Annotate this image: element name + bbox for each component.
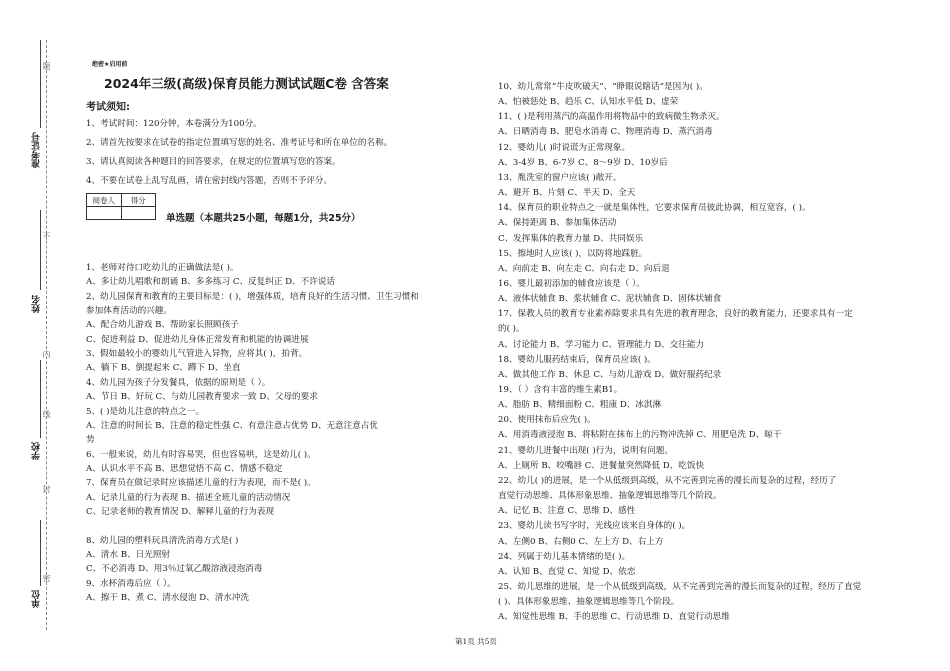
right-question-line: 22、幼儿( )的进展，是一个从低级到高级，从不完善到完善的漫长而复杂的过程，经历了 xyxy=(498,475,837,486)
right-question-line: C、发挥集体的教育力量 D、共同娱乐 xyxy=(498,233,644,244)
right-question-line: 23、婴幼儿读书写字时，光线应该来自身体的( )。 xyxy=(498,521,691,532)
grader-table xyxy=(86,193,156,220)
left-question-line: 1、老师对待口吃幼儿的正确做法是( )。 xyxy=(86,263,239,273)
label-unit: 单位 xyxy=(32,590,42,608)
notice-item: 1、考试时间：120分钟，本卷满分为100分。 xyxy=(86,119,262,129)
left-question-line: 3、假如最较小的婴幼儿气管进入异物，应将其( )，拍背。 xyxy=(86,349,308,360)
seal-mark: 密 xyxy=(42,574,51,582)
right-question-line: A、讨论能力 B、学习能力 C、管理能力 D、交往能力 xyxy=(498,339,705,350)
right-question-line: A、向前走 B、向左走 C、向右走 D、向后退 xyxy=(498,263,670,274)
left-question-line: 5、( )是幼儿注意的特点之一。 xyxy=(86,406,205,417)
label-school: 学校 xyxy=(32,442,42,460)
right-question-line: A、3-4岁 B、6-7岁 C、8～9岁 D、10岁后 xyxy=(498,157,668,168)
notice-heading: 考试须知: xyxy=(86,102,130,113)
right-question-line: 12、婴幼儿( )时说谎为正常现象。 xyxy=(498,142,631,153)
left-question-line: 参加体育活动的兴趣。 xyxy=(86,306,172,317)
right-question-line: 10、幼儿常常“牛皮吹破天”、“睁眼说瞎话”是因为( )。 xyxy=(498,82,708,92)
right-question-line: 21、婴幼儿进餐中出现( )行为，说明有问题。 xyxy=(498,445,674,456)
seal-mark: 题 xyxy=(42,62,51,70)
section-heading: 单选题（本题共25小题，每题1分，共25分） xyxy=(166,213,361,224)
right-question-line: 16、婴儿最初添加的辅食应该是（ ）。 xyxy=(498,278,645,289)
name-field[interactable] xyxy=(40,210,41,290)
seal-mark: 内 xyxy=(42,350,51,358)
seal-mark: 封 xyxy=(42,485,51,493)
right-question-line: A、认知 B、直觉 C、知觉 D、依恋 xyxy=(498,566,636,577)
right-question-line: A、怕被惩处 B、趋乐 C、认知水平低 D、虚荣 xyxy=(498,97,679,108)
right-question-line: A、用消毒液浸泡 B、将粘附在抹布上的污物冲洗掉 C、用肥皂洗 D、晾干 xyxy=(498,430,782,441)
page-number: 第1页 共5页 xyxy=(455,637,497,646)
notice-item: 3、请认真阅读各种题目的回答要求，在规定的位置填写您的答案。 xyxy=(86,157,341,167)
right-question-line: 25、幼儿思维的进展，是一个从低级到高级，从不完善到完善的漫长而复杂的过程，经历了直觉 xyxy=(498,581,862,592)
grader-input[interactable] xyxy=(87,207,122,220)
left-question-line: 2、幼儿园保育和教育的主要目标是：( )，增强体质，培育良好的生活习惯、卫生习惯和 xyxy=(86,291,419,302)
notice-item: 2、请首先按要求在试卷的指定位置填写您的姓名、准考证号和所在单位的名称。 xyxy=(86,138,393,148)
right-question-line: A、脂肪 B、精细面粉 C、粗康 D、冰淇淋 xyxy=(498,400,662,411)
right-question-line: 13、胤洗室的窗户应该( )敞开。 xyxy=(498,172,622,183)
right-question-line: A、做其他工作 B、休息 C、与幼儿游戏 D、做好服药纪录 xyxy=(498,369,722,380)
label-name: 姓名 xyxy=(32,295,42,313)
right-question-line: A、日晒消毒 B、肥皂水消毒 C、物理消毒 D、蒸汽消毒 xyxy=(498,127,713,138)
page-title: 2024年三级(高级)保育员能力测试试题C卷 含答案 xyxy=(104,76,389,91)
right-question-line: A、记忆 B、注意 C、思维 D、感性 xyxy=(498,506,636,517)
left-question-line: C、不必消毒 D、用3％过氧乙酸溶液浸泡消毒 xyxy=(86,564,263,575)
left-question-line: A、节日 B、好玩 C、与幼儿园教育要求一致 D、父母的要求 xyxy=(86,392,318,403)
right-question-line: 直觉行动思维、具体形象思维、抽象逻辑思维等几个阶段。 xyxy=(498,491,722,502)
grader-cell: 阅卷人 xyxy=(87,194,122,207)
right-question-line: A、液体状辅食 B、浆状辅食 C、泥状辅食 D、固体状辅食 xyxy=(498,294,722,305)
right-question-line: 15、擦地时人应该( )，以防将地踩脏。 xyxy=(498,248,648,259)
right-question-line: A、上厕所 B、咬嘴唇 C、进餐量突然降低 D、吃饭快 xyxy=(498,460,705,471)
right-question-line: A、避开 B、片刻 C、半天 D、全天 xyxy=(498,188,636,199)
left-question-line: C、促进利益 D、促进幼儿身体正常发育和机能的协调进展 xyxy=(86,334,309,345)
left-question-line: A、注意的时间长 B、注意的稳定性强 C、有意注意占优势 D、无意注意占优 xyxy=(86,420,378,431)
left-question-line: A、多让幼儿唱歌和朗诵 B、多多练习 C、反复纠正 D、不许说话 xyxy=(86,277,336,288)
left-question-line: A、擦干 B、煮 C、清水侵泡 D、清水冲洗 xyxy=(86,593,250,604)
left-question-line: 4、幼儿园为孩子分发餐具，依据的原则是（ ）。 xyxy=(86,377,271,388)
exam-number-field[interactable] xyxy=(40,40,41,128)
seal-mark: 不 xyxy=(42,232,51,240)
right-question-line: A、知觉性思维 B、手的思维 C、行动思维 D、直觉行动思维 xyxy=(498,612,730,623)
left-question-line: 势 xyxy=(86,435,95,446)
right-question-line: 18、婴幼儿服药结束后，保育员应该( )。 xyxy=(498,354,656,365)
right-question-line: 17、保教人员的教育专业素养除要求具有先进的教育理念，良好的教育能力，还要求具有一定 xyxy=(498,309,853,320)
right-question-line: 11、( )是利用蒸汽的高温作用将物品中的致病微生物杀灭。 xyxy=(498,112,725,123)
confidential-mark: 绝密★启用前 xyxy=(92,61,128,68)
left-question-line: 8、幼儿园的塑料玩具清洗消毒方式是( ) xyxy=(86,535,239,546)
school-field[interactable] xyxy=(40,360,41,438)
notice-item: 4、不要在试卷上乱写乱画，请在密封线内答题，否则不予评分。 xyxy=(86,176,333,186)
left-question-line: A、配合幼儿游戏 B、帮助家长照顾孩子 xyxy=(86,320,239,331)
left-question-line: A、记录儿童的行为表现 B、描述全班儿童的活动情况 xyxy=(86,492,291,503)
left-question-line: 9、水杯消毒后应（ ）。 xyxy=(86,578,176,589)
left-question-line: A、躺下 B、倒提起来 C、蹲下 D、坐直 xyxy=(86,363,241,374)
score-input[interactable] xyxy=(121,207,156,220)
seal-mark: 线 xyxy=(42,410,51,418)
seal-line xyxy=(46,40,47,630)
right-question-line: A、保持距离 B、参加集体活动 xyxy=(498,218,617,229)
score-cell: 得分 xyxy=(121,194,156,207)
right-question-line: A、左侧0 B、右侧0 C、左上方 D、右上方 xyxy=(498,536,664,547)
right-question-line: 20、使用抹布后应先( )。 xyxy=(498,415,596,426)
label-exam-number: 准考证号 xyxy=(32,132,42,168)
right-question-line: 的( )。 xyxy=(498,324,525,335)
left-question-line: 6、一般来说，幼儿有时容易哭，但也容易哄，这是幼儿( )。 xyxy=(86,449,316,460)
left-question-line: A、清水 B、日光照射 xyxy=(86,550,171,560)
left-question-line: 7、保育员在做记录时应该描述儿童的行为表现，而不是( )。 xyxy=(86,478,316,489)
left-question-line: C、记录老师的教育情况 D、解释儿童的行为表现 xyxy=(86,506,275,517)
right-question-line: 14、保育员的职业特点之一就是集体性，它要求保育员彼此协调，相互宽容，( )。 xyxy=(498,203,811,214)
left-question-line: A、认识水平不高 B、思想觉悟不高 C、情感不稳定 xyxy=(86,463,283,474)
right-question-line: ( )、具体形象思维、抽象逻辑思维等几个阶段。 xyxy=(498,597,680,608)
right-question-line: 19、（ ）含有丰富的维生素B1。 xyxy=(498,385,623,395)
right-question-line: 24、列属于幼儿基本情绪的是( )。 xyxy=(498,551,631,562)
